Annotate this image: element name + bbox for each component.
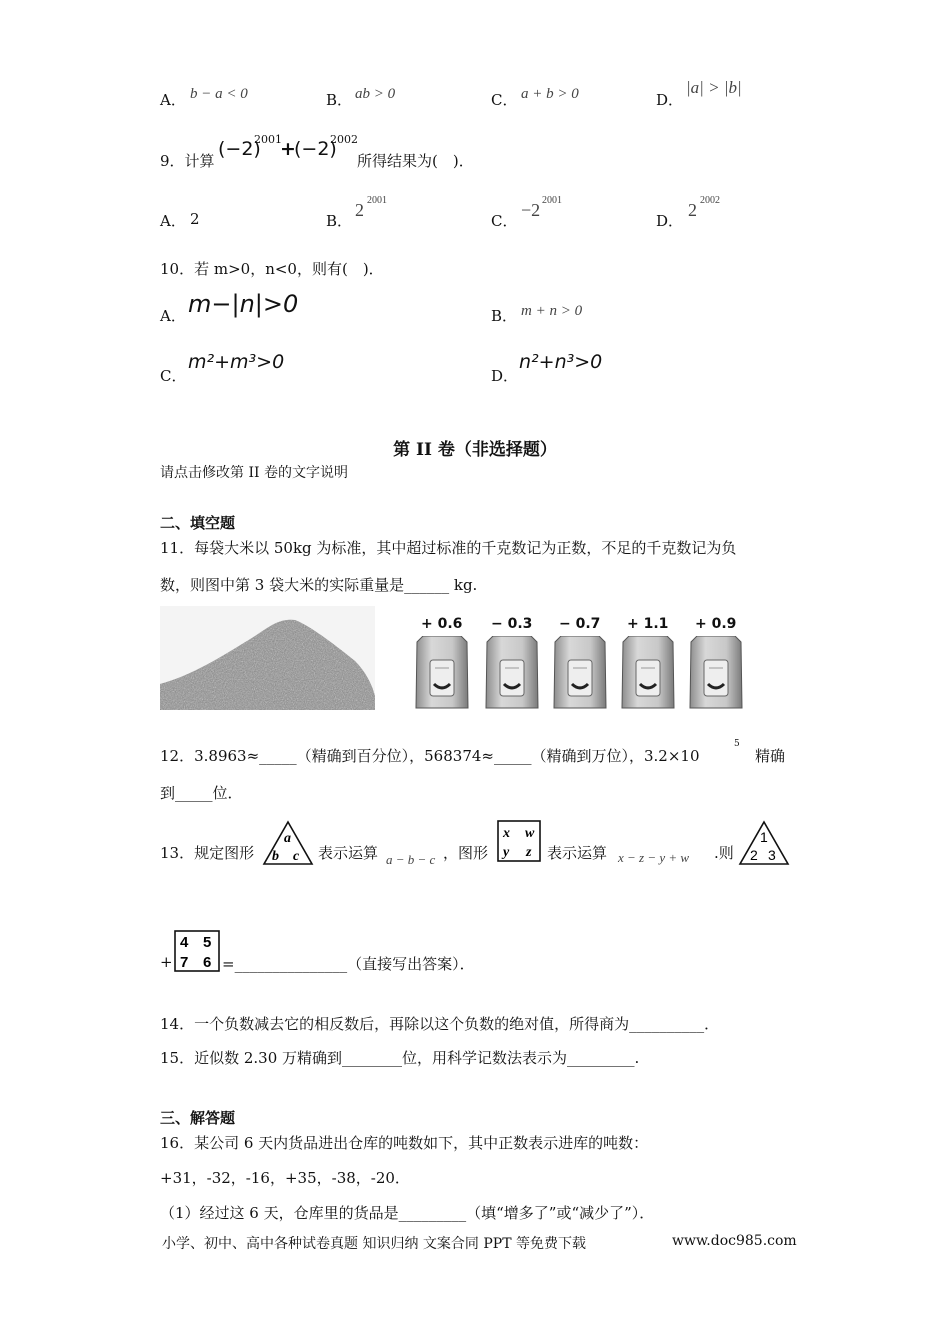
bag-label: − 0.3 — [491, 616, 533, 632]
q16-line1: 16．某公司 6 天内货品进出仓库的吨数如下，其中正数表示进库的吨数： — [160, 1134, 649, 1152]
section3-heading: 三、解答题 — [160, 1109, 236, 1127]
q16-line3: （1）经过这 6 天，仓库里的货品是_________（填“增多了”或“减少了”）． — [160, 1204, 655, 1222]
q8-option-c-expr: a + b > 0 — [521, 86, 579, 102]
q9-option-d-exp: 2002 — [700, 195, 720, 206]
q13-mid1: 表示运算 — [318, 844, 379, 862]
q10-stem: 10．若 m>0，n<0，则有( )． — [160, 260, 384, 278]
q10-option-c-expr: m²+m³>0 — [188, 351, 285, 373]
q12-line2: 到_____位． — [160, 784, 243, 802]
rice-pile-image — [160, 606, 375, 710]
q9-tail: 所得结果为( )． — [357, 152, 474, 170]
footer-left: 小学、初中、高中各种试卷真题 知识归纳 文案合同 PPT 等免费下载 — [162, 1236, 586, 1252]
section2-title: 第 II 卷（非选择题） — [393, 440, 557, 460]
bag-label: + 1.1 — [627, 616, 669, 632]
square-xwyz-figure — [497, 820, 541, 862]
q9-base1: (−2) — [218, 138, 261, 160]
q9-option-b-base: 2 — [355, 200, 364, 220]
q10-option-b-letter: B． — [491, 307, 518, 325]
q8-option-d-expr: |a| > |b| — [686, 78, 742, 97]
bag-label: + 0.9 — [695, 616, 737, 632]
sq-label-z: z — [526, 845, 532, 860]
q13-prefix: 13．规定图形 — [160, 844, 255, 862]
q9-plus: + — [280, 138, 296, 160]
section2-note: 请点击修改第 II 卷的文字说明 — [160, 465, 348, 481]
rice-bag-icon — [553, 636, 607, 710]
bag-label: + 0.6 — [421, 616, 463, 632]
sq2-label-7: 7 — [180, 954, 189, 971]
tri-label-b: b — [272, 849, 279, 864]
triangle-123-figure — [738, 820, 790, 866]
q10-option-d-letter: D． — [491, 367, 519, 385]
q9-option-d-base: 2 — [688, 200, 697, 220]
q13-answer: =_______________（直接写出答案）． — [222, 955, 475, 973]
rice-bag-icon — [689, 636, 743, 710]
q9-option-b-letter: B． — [326, 212, 353, 230]
q8-option-a-letter: A． — [160, 91, 186, 109]
rice-bag-icon — [621, 636, 675, 710]
sq2-label-6: 6 — [203, 954, 212, 971]
q8-option-b-letter: B． — [326, 91, 353, 109]
q10-option-a-letter: A． — [160, 307, 186, 325]
tri-label-c: c — [293, 849, 300, 864]
q13-expr1: a − b − c — [386, 852, 436, 867]
sq2-label-4: 4 — [180, 934, 189, 951]
q10-option-c-letter: C． — [160, 367, 187, 385]
footer-url[interactable]: www.doc985.com — [672, 1233, 797, 1249]
q9-option-c-exp: 2001 — [542, 195, 562, 206]
q9-option-c-base: −2 — [521, 200, 541, 220]
q10-option-d-expr: n²+n³>0 — [519, 351, 603, 373]
q14-text: 14．一个负数减去它的相反数后，再除以这个负数的绝对值，所得商为__________． — [160, 1015, 720, 1033]
q11-line2: 数，则图中第 3 袋大米的实际重量是______ kg. — [160, 576, 478, 594]
q9-option-a-letter: A． — [160, 212, 186, 230]
q13-comma: ，图形 — [443, 844, 489, 862]
q16-line2: +31，-32，-16，+35，-38，-20． — [160, 1169, 410, 1187]
sq-label-x: x — [503, 826, 510, 841]
rice-bag-icon — [485, 636, 539, 710]
q13-mid2: 表示运算 — [547, 844, 608, 862]
q9-base2: (−2) — [294, 138, 337, 160]
q13-expr2: x − z − y + w — [618, 850, 690, 865]
q9-exp1: 2001 — [254, 133, 282, 146]
sq2-label-5: 5 — [203, 934, 212, 951]
q15-text: 15．近似数 2.30 万精确到________位，用科学记数法表示为_________. — [160, 1049, 640, 1067]
q8-option-b-expr: ab > 0 — [355, 86, 396, 102]
tri2-label-1: 1 — [760, 829, 768, 845]
q12-exp: 5 — [734, 739, 740, 749]
tri-label-a: a — [284, 831, 291, 846]
rice-bag-icon — [415, 636, 469, 710]
q13-plus: + — [160, 953, 173, 971]
section2-heading: 二、填空题 — [160, 514, 236, 532]
q12-line1b: 精确 — [755, 747, 786, 765]
q9-option-b-exp: 2001 — [367, 195, 387, 206]
sq-label-w: w — [525, 826, 535, 841]
q9-exp2: 2002 — [330, 133, 358, 146]
q8-option-c-letter: C． — [491, 91, 518, 109]
q11-line1: 11．每袋大米以 50kg 为标准，其中超过标准的千克数记为正数，不足的千克数记为负 — [160, 539, 737, 557]
q9-option-d-letter: D． — [656, 212, 684, 230]
q10-option-b-expr: m + n > 0 — [521, 303, 583, 319]
square-4576-figure — [174, 930, 220, 972]
q12-line1a: 12．3.8963≈_____（精确到百分位），568374≈_____（精确到万位），3.2×10 — [160, 747, 700, 765]
sq-label-y: y — [503, 845, 510, 860]
triangle-abc-figure — [262, 820, 314, 866]
q10-option-a-expr: m−|n|>0 — [188, 290, 299, 318]
q13-then: .则 — [714, 844, 734, 862]
tri2-label-2: 2 — [750, 847, 758, 863]
q9-number: 9．计算 — [160, 152, 215, 170]
q9-option-c-letter: C． — [491, 212, 518, 230]
q8-option-d-letter: D． — [656, 91, 684, 109]
bag-label: − 0.7 — [559, 616, 601, 632]
tri2-label-3: 3 — [768, 847, 776, 863]
q8-option-a-expr: b − a < 0 — [190, 86, 248, 102]
q9-option-a-base: 2 — [190, 210, 200, 228]
